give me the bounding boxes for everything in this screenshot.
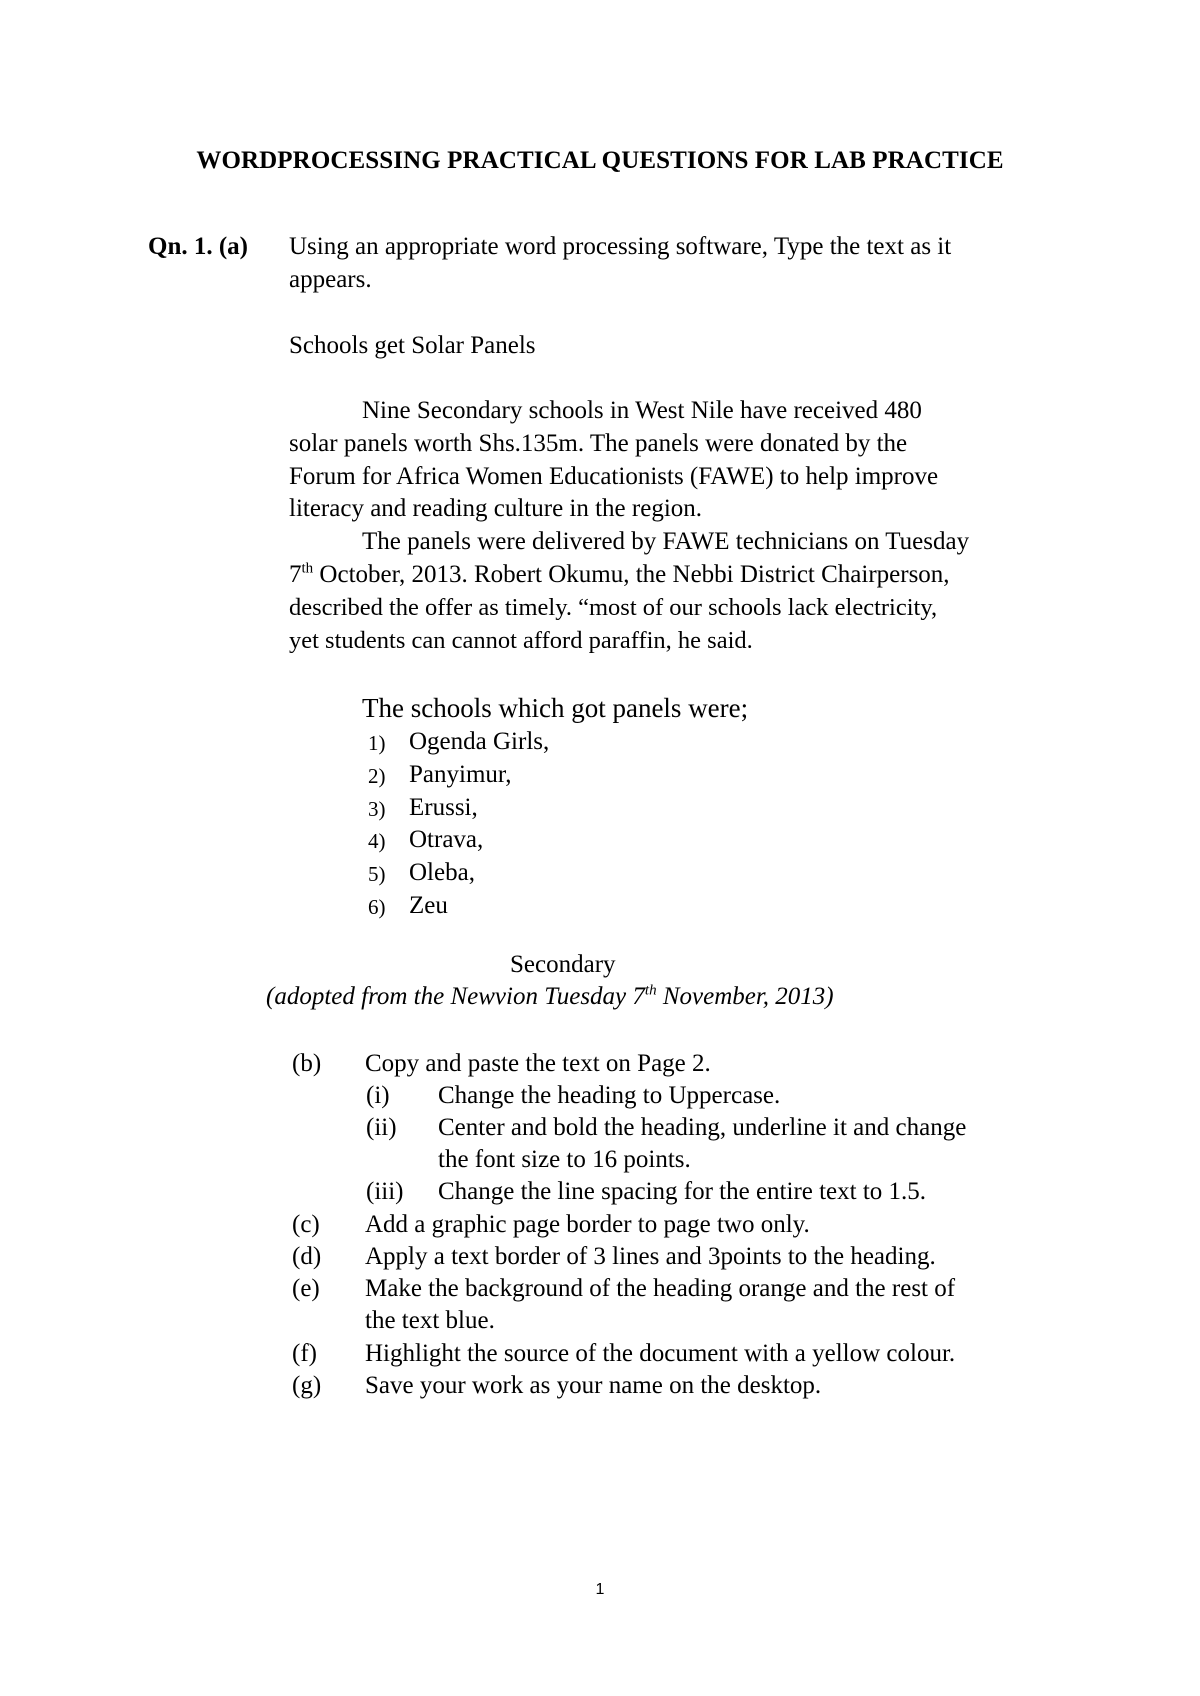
subtask-text: Change the heading to Uppercase.	[438, 1082, 781, 1109]
page-number: 1	[595, 1581, 605, 1598]
list-number: 3)	[368, 797, 386, 821]
list-item: Panyimur,	[409, 761, 512, 788]
list-number: 4)	[368, 829, 386, 853]
list-number: 1)	[368, 731, 386, 755]
task-text: Save your work as your name on the desktop.	[365, 1372, 822, 1399]
question-label-text: Qn. 1. (a)	[148, 233, 248, 260]
source-citation-post: November, 2013)	[656, 983, 834, 1010]
task-label: (c)	[292, 1211, 320, 1238]
list-item: Erussi,	[409, 794, 478, 821]
task-text: Copy and paste the text on Page 2.	[365, 1050, 711, 1077]
date-superscript: th	[301, 560, 314, 577]
task-label: (g)	[292, 1372, 322, 1399]
question-label	[148, 233, 248, 261]
subtask-label: (i)	[366, 1082, 390, 1109]
list-number: 6)	[368, 895, 386, 919]
document-title: WORDPROCESSING PRACTICAL QUESTIONS FOR LAB PRACTICE	[196, 147, 1004, 174]
task-text-continued: the text blue.	[365, 1307, 495, 1334]
subtask-label: (iii)	[366, 1178, 404, 1205]
task-text: Make the background of the heading orange and the rest of	[365, 1275, 956, 1302]
source-superscript: th	[644, 982, 657, 999]
paragraph2-line: yet students can cannot afford paraffin, he said.	[289, 627, 753, 654]
subtask-text: Center and bold the heading, underline it and change	[438, 1114, 967, 1141]
question-text-line2: appears.	[289, 266, 372, 293]
list-number: 5)	[368, 862, 386, 886]
task-text: Highlight the source of the document with a yellow colour.	[365, 1340, 956, 1367]
task-text: Add a graphic page border to page two only.	[365, 1211, 810, 1238]
task-label: (f)	[292, 1340, 317, 1367]
list-item: Zeu	[409, 892, 448, 919]
source-citation-pre: (adopted from the Newvion Tuesday 7	[266, 983, 645, 1010]
list-intro: The schools which got panels were;	[362, 693, 749, 723]
task-text: Apply a text border of 3 lines and 3points to the heading.	[365, 1243, 936, 1270]
list-item: Otrava,	[409, 826, 484, 853]
paragraph2-line: The panels were delivered by FAWE technicians on Tuesday	[362, 528, 970, 555]
paragraph1-line: Forum for Africa Women Educationists (FAWE) to help improve	[289, 463, 939, 490]
paragraph2-line: described the offer as timely. “most of our schools lack electricity,	[289, 594, 938, 621]
task-label: (e)	[292, 1275, 320, 1302]
source-word: Secondary	[510, 951, 616, 978]
list-number: 2)	[368, 764, 386, 788]
date-day: 7	[289, 561, 302, 588]
article-heading: Schools get Solar Panels	[289, 332, 536, 359]
date-line-rest: October, 2013. Robert Okumu, the Nebbi District Chairperson,	[313, 561, 950, 588]
question-text-line1: Using an appropriate word processing software, Type the text as it	[289, 233, 952, 260]
list-item: Oleba,	[409, 859, 475, 886]
subtask-text-continued: the font size to 16 points.	[438, 1146, 691, 1173]
task-label: (b)	[292, 1050, 322, 1077]
task-label: (d)	[292, 1243, 322, 1270]
list-item: Ogenda Girls,	[409, 728, 550, 755]
subtask-text: Change the line spacing for the entire text to 1.5.	[438, 1178, 927, 1205]
paragraph1-line: Nine Secondary schools in West Nile have received 480	[362, 397, 922, 424]
paragraph2-date-line	[289, 561, 950, 589]
subtask-label: (ii)	[366, 1114, 397, 1141]
source-citation	[266, 983, 834, 1011]
paragraph1-line: solar panels worth Shs.135m. The panels were donated by the	[289, 430, 908, 457]
paragraph1-line: literacy and reading culture in the region.	[289, 495, 703, 522]
